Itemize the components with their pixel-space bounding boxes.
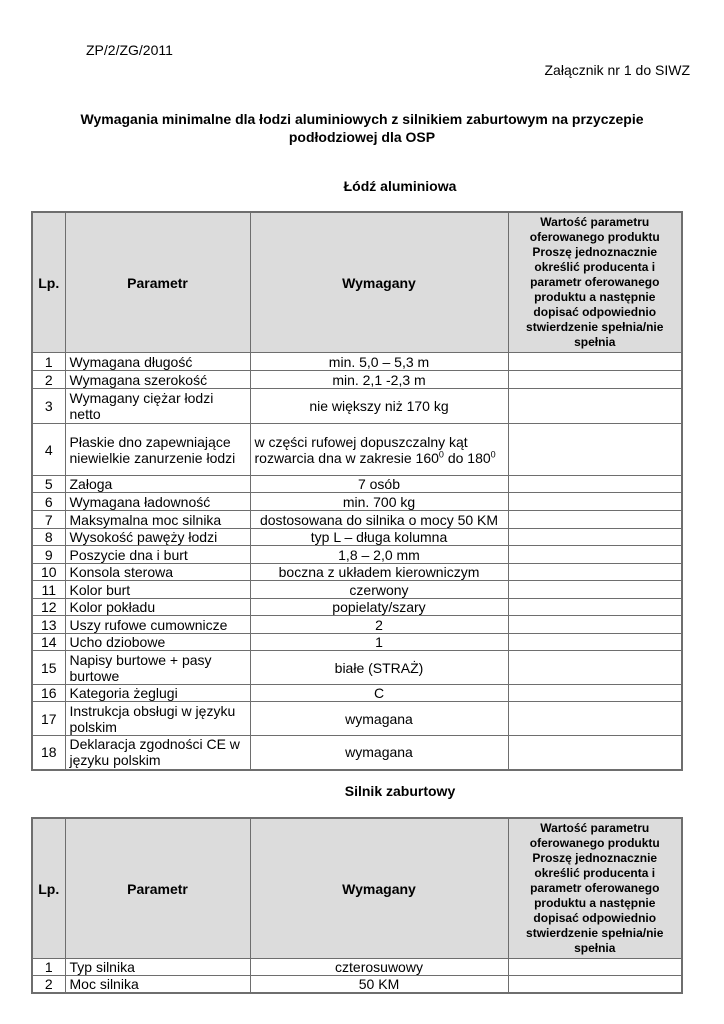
table-row xyxy=(32,511,682,529)
row-lp: 1 xyxy=(32,353,65,371)
row-offer-cell[interactable] xyxy=(508,424,682,476)
row-offer-cell[interactable] xyxy=(508,959,682,976)
table-row xyxy=(32,389,682,424)
header-parameter: Parametr xyxy=(65,212,250,353)
row-required: typ L – długa kolumna xyxy=(250,529,508,546)
table-row xyxy=(32,959,682,976)
row-offer-cell[interactable] xyxy=(508,564,682,581)
row-offer-cell[interactable] xyxy=(508,546,682,564)
row-offer-cell[interactable] xyxy=(508,581,682,599)
table-row xyxy=(32,546,682,564)
title-line-2: podłodziowej dla OSP xyxy=(288,129,436,145)
row-lp: 16 xyxy=(32,685,65,702)
header-required: Wymagany xyxy=(250,212,508,353)
row-required: boczna z układem kierowniczym xyxy=(250,564,508,581)
row-parameter: Konsola sterowa xyxy=(65,564,250,581)
header-required: Wymagany xyxy=(250,818,508,959)
row-offer-cell[interactable] xyxy=(508,702,682,736)
row-required: 1,8 – 2,0 mm xyxy=(250,546,508,564)
engine-requirements-table xyxy=(31,817,683,994)
row-offer-cell[interactable] xyxy=(508,736,682,770)
row-required: nie większy niż 170 kg xyxy=(250,389,508,424)
table-row xyxy=(32,736,682,770)
row-parameter: Kolor pokładu xyxy=(65,599,250,616)
table-row xyxy=(32,976,682,994)
table-header-row xyxy=(32,212,682,353)
table-row xyxy=(32,353,682,371)
row-parameter: Moc silnika xyxy=(65,976,250,994)
row-lp: 7 xyxy=(32,511,65,529)
row-parameter: Poszycie dna i burt xyxy=(65,546,250,564)
table-row xyxy=(32,581,682,599)
table-row xyxy=(32,685,682,702)
row-required: dostosowana do silnika o mocy 50 KM xyxy=(250,511,508,529)
table-row xyxy=(32,616,682,634)
row-parameter: Wymagana długość xyxy=(65,353,250,371)
table-row xyxy=(32,651,682,685)
row-required: białe (STRAŻ) xyxy=(250,651,508,685)
row-parameter: Typ silnika xyxy=(65,959,250,976)
document-reference: ZP/2/ZG/2011 xyxy=(86,42,173,58)
row-required: min. 2,1 -2,3 m xyxy=(250,371,508,389)
row-parameter: Płaskie dno zapewniające niewielkie zanurzenie łodzi xyxy=(65,424,250,476)
row-lp: 18 xyxy=(32,736,65,770)
row-required: czterosuwowy xyxy=(250,959,508,976)
row-required: min. 700 kg xyxy=(250,493,508,511)
table-row xyxy=(32,564,682,581)
row-lp: 2 xyxy=(32,976,65,994)
header-offer: Wartość parametru oferowanego produktu Proszę jednoznacznie określić producenta i parametr oferowanego produktu a następnie dopisać odpowiednio stwierdzenie spełnia/nie spełnia xyxy=(508,818,682,959)
table-row xyxy=(32,424,682,476)
annex-label: Załącznik nr 1 do SIWZ xyxy=(544,62,690,78)
row-lp: 2 xyxy=(32,371,65,389)
header-lp: Lp. xyxy=(32,818,65,959)
boat-requirements-table xyxy=(31,211,683,771)
row-lp: 12 xyxy=(32,599,65,616)
header-offer: Wartość parametru oferowanego produktu Proszę jednoznacznie określić producenta i parametr oferowanego produktu a następnie dopisać odpowiednio stwierdzenie spełnia/nie spełnia xyxy=(508,212,682,353)
row-lp: 15 xyxy=(32,651,65,685)
row-parameter: Maksymalna moc silnika xyxy=(65,511,250,529)
row-lp: 3 xyxy=(32,389,65,424)
row-lp: 6 xyxy=(32,493,65,511)
title-line-1: Wymagania minimalne dla łodzi aluminiowych z silnikiem zaburtowym na przyczepie xyxy=(80,111,644,127)
row-required: 2 xyxy=(250,616,508,634)
row-parameter: Napisy burtowe + pasy burtowe xyxy=(65,651,250,685)
row-offer-cell[interactable] xyxy=(508,976,682,994)
row-required: popielaty/szary xyxy=(250,599,508,616)
row-offer-cell[interactable] xyxy=(508,511,682,529)
row-parameter: Ucho dziobowe xyxy=(65,634,250,651)
row-required xyxy=(250,424,508,476)
row-required: 1 xyxy=(250,634,508,651)
row-lp: 11 xyxy=(32,581,65,599)
row-lp: 13 xyxy=(32,616,65,634)
row-parameter: Wymagany ciężar łodzi netto xyxy=(65,389,250,424)
row-required: 7 osób xyxy=(250,476,508,493)
row-offer-cell[interactable] xyxy=(508,616,682,634)
row-parameter: Wymagana szerokość xyxy=(65,371,250,389)
row-lp: 4 xyxy=(32,424,65,476)
table-row xyxy=(32,529,682,546)
row-lp: 8 xyxy=(32,529,65,546)
table-row xyxy=(32,371,682,389)
header-parameter: Parametr xyxy=(65,818,250,959)
row-offer-cell[interactable] xyxy=(508,529,682,546)
document-title xyxy=(40,110,684,146)
degree-superscript: 0 xyxy=(490,448,496,459)
row-parameter: Instrukcja obsługi w języku polskim xyxy=(65,702,250,736)
row-parameter: Uszy rufowe cumownicze xyxy=(65,616,250,634)
row-offer-cell[interactable] xyxy=(508,634,682,651)
engine-section-title: Silnik zaburtowy xyxy=(344,783,456,799)
required-text-part1: w części rufowej dopuszczalny kąt rozwarcia dna w zakresie 160 xyxy=(254,433,468,466)
row-offer-cell[interactable] xyxy=(508,389,682,424)
row-lp: 10 xyxy=(32,564,65,581)
row-parameter: Kolor burt xyxy=(65,581,250,599)
row-parameter: Wysokość pawęży łodzi xyxy=(65,529,250,546)
boat-section-title: Łódź aluminiowa xyxy=(343,178,457,194)
row-lp: 14 xyxy=(32,634,65,651)
row-offer-cell[interactable] xyxy=(508,476,682,493)
row-required: min. 5,0 – 5,3 m xyxy=(250,353,508,371)
table-row xyxy=(32,599,682,616)
degree-superscript: 0 xyxy=(438,448,444,459)
row-lp: 5 xyxy=(32,476,65,493)
row-offer-cell[interactable] xyxy=(508,353,682,371)
row-required: C xyxy=(250,685,508,702)
row-required: czerwony xyxy=(250,581,508,599)
row-offer-cell[interactable] xyxy=(508,493,682,511)
header-lp: Lp. xyxy=(32,212,65,353)
row-required: 50 KM xyxy=(250,976,508,994)
row-parameter: Załoga xyxy=(65,476,250,493)
row-lp: 9 xyxy=(32,546,65,564)
table-row xyxy=(32,634,682,651)
table-header-row xyxy=(32,818,682,959)
required-text-part2: do 180 xyxy=(443,449,491,466)
row-parameter: Wymagana ładowność xyxy=(65,493,250,511)
row-lp: 17 xyxy=(32,702,65,736)
row-parameter: Deklaracja zgodności CE w języku polskim xyxy=(65,736,250,770)
row-offer-cell[interactable] xyxy=(508,651,682,685)
table-row xyxy=(32,493,682,511)
table-row xyxy=(32,702,682,736)
row-lp: 1 xyxy=(32,959,65,976)
row-offer-cell[interactable] xyxy=(508,371,682,389)
row-required: wymagana xyxy=(250,736,508,770)
table-row xyxy=(32,476,682,493)
row-parameter: Kategoria żeglugi xyxy=(65,685,250,702)
row-offer-cell[interactable] xyxy=(508,685,682,702)
row-offer-cell[interactable] xyxy=(508,599,682,616)
row-required: wymagana xyxy=(250,702,508,736)
